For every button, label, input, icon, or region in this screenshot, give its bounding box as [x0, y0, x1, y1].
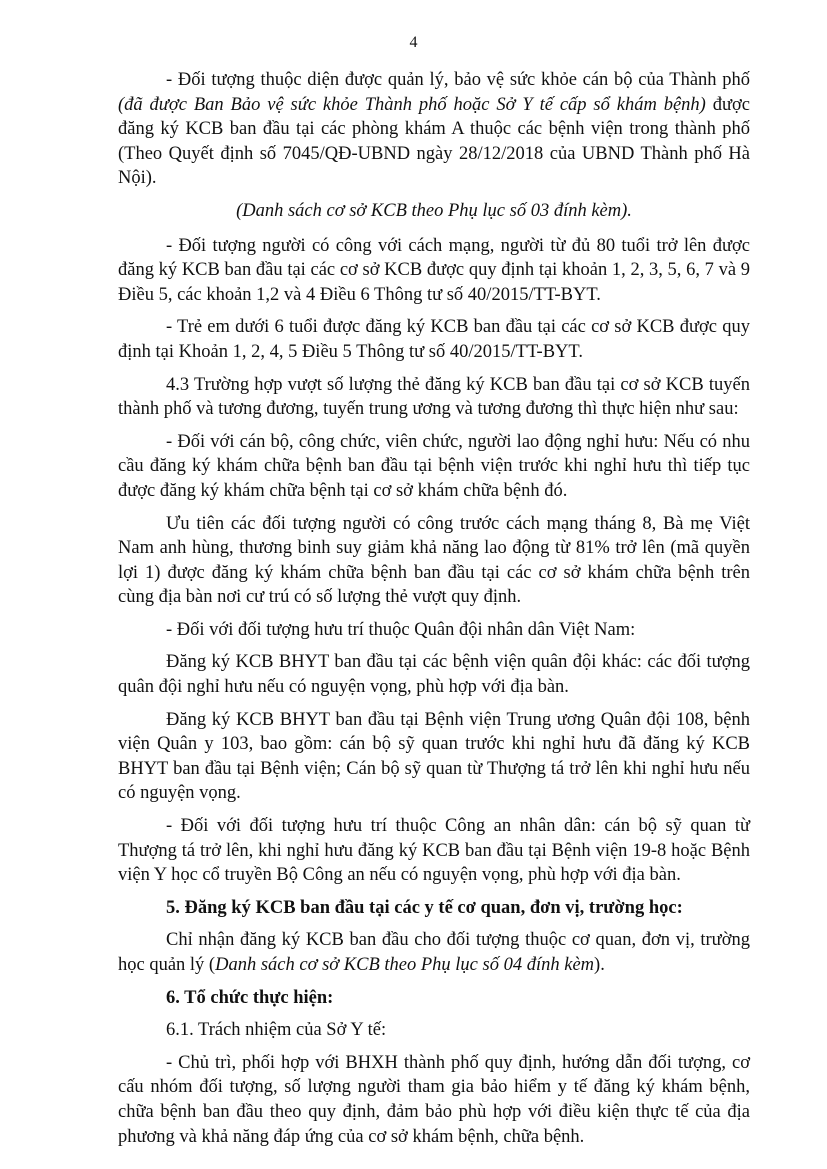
paragraph-revolution-contributors: - Đối tượng người có công với cách mạng, người từ đủ 80 tuổi trở lên được đăng ký KCB ban đầu tại các cơ sở KCB được quy định tại khoản 1, 2, 3, 5, 6, 7 và 9 Điều 5, các khoản 1,2 và 4 Điều 6 Thông tư số 40/2015/TT-BYT. [118, 235, 750, 305]
text-run: Chỉ nhận đăng ký KCB ban đầu cho đối tượng thuộc cơ quan, đơn vị, trường học quản lý ( [118, 930, 750, 975]
document-body [118, 68, 750, 1157]
italic-text-run: Danh sách cơ sở KCB theo Phụ lục số 04 đính kèm [215, 955, 595, 975]
page-number: 4 [409, 34, 418, 51]
section-heading-5: 5. Đăng ký KCB ban đầu tại các y tế cơ quan, đơn vị, trường học: [166, 897, 683, 918]
text-run: - Đối tượng thuộc diện được quản lý, bảo vệ sức khỏe cán bộ của Thành phố [166, 70, 750, 90]
paragraph-agency-clinics [118, 928, 750, 977]
paragraph-managed-cadres [118, 68, 750, 191]
paragraph-priority-groups: Ưu tiên các đối tượng người có công trước cách mạng tháng 8, Bà mẹ Việt Nam anh hùng, thương binh suy giảm khả năng lao động từ 81% trở lên (mã quyền lợi 1) được đăng ký khám chữa bệnh ban đầu tại các cơ sở khám chữa bệnh trên cùng địa bàn nơi cư trú có số lượng thẻ vượt quy định. [118, 513, 750, 608]
subsection-6-1: 6.1. Trách nhiệm của Sở Y tế: [166, 1020, 387, 1041]
text-run: được đăng ký KCB ban đầu tại các phòng khám A thuộc các bệnh viện trong thành phố (Theo Quyết định số 7045/QĐ-UBND ngày 28/12/2018 của UBND Thành phố Hà Nội). [118, 94, 750, 189]
paragraph-hospital-108: Đăng ký KCB BHYT ban đầu tại Bệnh viện Trung ương Quân đội 108, bệnh viện Quân y 103, bao gồm: cán bộ sỹ quan trước khi nghỉ hưu đã đăng ký KCB BHYT ban đầu tại Bệnh viện; Cán bộ sỹ quan từ Thượng tá trở lên khi nghỉ hưu nếu có nguyện vọng. [118, 709, 750, 804]
section-heading-6: 6. Tổ chức thực hiện: [166, 987, 334, 1008]
italic-text-run: (đã được Ban Bảo vệ sức khỏe Thành phố hoặc Sở Y tế cấp sổ khám bệnh) [118, 94, 706, 115]
text-run: ). [594, 955, 605, 975]
appendix-03-note: (Danh sách cơ sở KCB theo Phụ lục số 03 đính kèm). [236, 200, 632, 221]
paragraph-retired-officials: - Đối với cán bộ, công chức, viên chức, người lao động nghỉ hưu: Nếu có nhu cầu đăng ký khám chữa bệnh ban đầu tại bệnh viện trước khi nghỉ hưu thì tiếp tục được đăng ký khám chữa bệnh tại cơ sở khám chữa bệnh đó. [118, 431, 750, 501]
paragraph-health-department-duties: - Chủ trì, phối hợp với BHXH thành phố quy định, hướng dẫn đối tượng, cơ cấu nhóm đối tượng, số lượng người tham gia bảo hiểm y tế đăng ký khám bệnh, chữa bệnh ban đầu theo quy định, đảm bảo phù hợp với điều kiện thực tế của địa phương và khả năng đáp ứng của cơ sở khám bệnh, chữa bệnh. [118, 1052, 750, 1147]
paragraph-army-retirees: - Đối với đối tượng hưu trí thuộc Quân đội nhân dân Việt Nam: [166, 619, 636, 640]
paragraph-police-retirees: - Đối với đối tượng hưu trí thuộc Công an nhân dân: cán bộ sỹ quan từ Thượng tá trở lên, khi nghỉ hưu đăng ký KCB ban đầu tại Bệnh viện 19-8 hoặc Bệnh viện Y học cổ truyền Bộ Công an nếu có nguyện vọng, phù hợp với địa bàn. [118, 816, 750, 886]
paragraph-section-4-3: 4.3 Trường hợp vượt số lượng thẻ đăng ký KCB ban đầu tại cơ sở KCB tuyến thành phố và tương đương, tuyến trung ương và tương đương thì thực hiện như sau: [118, 374, 750, 420]
paragraph-army-hospitals: Đăng ký KCB BHYT ban đầu tại các bệnh viện quân đội khác: các đối tượng quân đội nghỉ hưu nếu có nguyện vọng, phù hợp với địa bàn. [118, 652, 750, 698]
paragraph-children-under-6: - Trẻ em dưới 6 tuổi được đăng ký KCB ban đầu tại các cơ sở KCB được quy định tại Khoản 1, 2, 4, 5 Điều 5 Thông tư số 40/2015/TT-BYT. [118, 317, 750, 362]
